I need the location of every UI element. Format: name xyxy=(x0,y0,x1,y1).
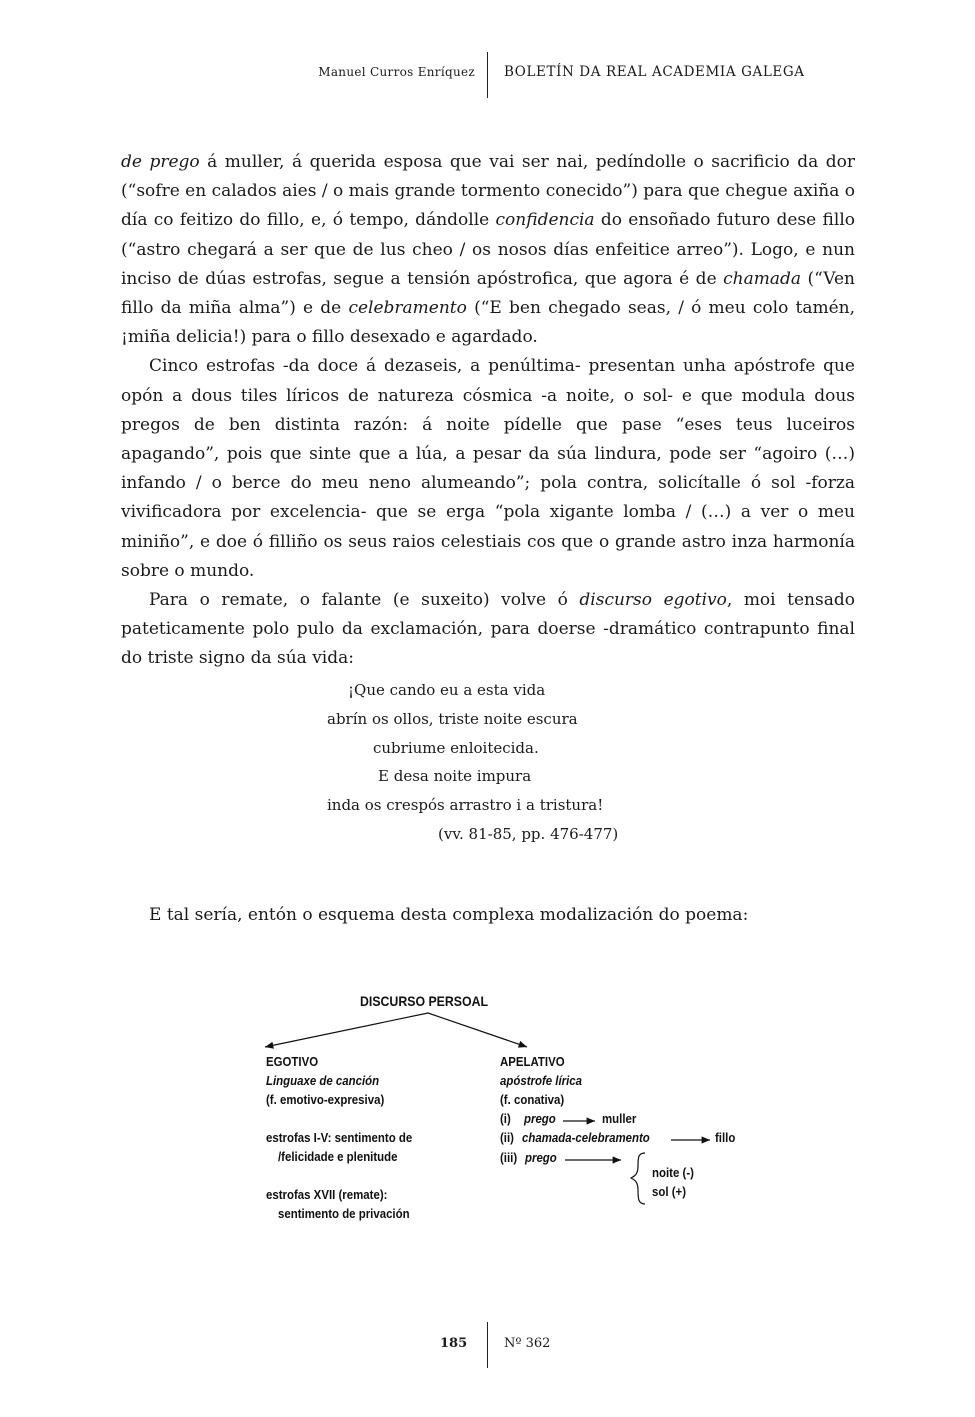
right-row1-target: muller xyxy=(602,1111,637,1126)
left-item1-line1: estrofas I-V: sentimento de xyxy=(266,1130,413,1145)
right-row3-target1: noite (-) xyxy=(652,1165,694,1180)
footer-divider xyxy=(487,1322,488,1368)
brace xyxy=(631,1153,645,1204)
header-divider xyxy=(487,52,488,98)
left-item2-line2: sentimento de privación xyxy=(278,1206,410,1221)
paragraph-1: de prego á muller, á querida esposa que vai ser nai, pedíndolle o sacrificio da dor (“sofre en calados aies / o mais grande tormento conecido”) para que chegue axiña o día co feitizo do fillo, e, ó tempo, dándolle confidencia do ensoñado futuro dese fillo (“astro chegará a ser que de lus cheo / os nosos días enfeitice arreo”). Logo, e nun inciso de dúas estrofas, segue a tensión apóstrofica, que agora é de chamada (“Ven fillo da miña alma”) e de celebramento (“E ben chegado seas, / ó meu colo tamén, ¡miña delicia!) para o fillo desexado e agardado. xyxy=(121,152,856,348)
body-text xyxy=(121,148,855,674)
verse-line: inda os crespós arrastro i a tristura! xyxy=(327,796,604,815)
verse-line: ¡Que cando eu a esta vida xyxy=(348,681,546,699)
right-function: (f. conativa) xyxy=(500,1092,565,1107)
branch-line-left xyxy=(265,1013,428,1047)
branch-line-right xyxy=(428,1013,527,1047)
diagram-root: DISCURSO PERSOAL xyxy=(360,993,489,1009)
verse-citation: (vv. 81-85, pp. 476-477) xyxy=(438,824,619,843)
verse-quote xyxy=(290,676,620,849)
right-row3-label: prego xyxy=(525,1150,557,1165)
right-row1-label: prego xyxy=(524,1111,556,1126)
verse-line: abrín os ollos, triste noite escura xyxy=(327,709,578,728)
verse-line: cubriume enloitecida. xyxy=(373,738,539,757)
paragraph-2: Cinco estrofas -da doce á dezaseis, a penúltima- presentan unha apóstrofe que opón a dous tiles líricos de natureza cósmica -a noite, o sol- e que modula dous pregos de ben distinta razón: á noite pídelle que pase “eses teus luceiros apagando”, pois que sinte que a lúa, a pesar da súa lindura, pode ser “agoiro (…) infando / o berce do meu neno alumeando”; pola contra, solicítalle ó sol -forza vivificadora por excelencia- que se erga “pola xigante lomba / (…) a ver o meu miniño”, e doe ó filliño os seus raios celestiais cos que o grande astro inza harmonía sobre o mundo. xyxy=(121,356,855,581)
right-row2-num: (ii) xyxy=(500,1130,514,1145)
paragraph-3: Para o remate, o falante (e suxeito) volve ó discurso egotivo, moi tensado pateticamente polo pulo da exclamación, para doerse -dramático contrapunto final do triste signo da súa vida: xyxy=(121,590,855,669)
left-subtitle: Linguaxe de canción xyxy=(266,1073,380,1088)
modalization-diagram xyxy=(255,990,775,1235)
right-row2-target: fillo xyxy=(715,1130,736,1145)
right-subtitle: apóstrofe lírica xyxy=(500,1073,583,1088)
right-row3-target2: sol (+) xyxy=(652,1184,687,1199)
diagram-intro: E tal sería, entón o esquema desta complexa modalización do poema: xyxy=(149,905,749,925)
right-row1-num: (i) xyxy=(500,1111,511,1126)
verse-line: E desa noite impura xyxy=(378,767,532,786)
left-title: EGOTIVO xyxy=(266,1054,319,1069)
left-item2-line1: estrofas XVII (remate): xyxy=(266,1187,388,1202)
left-function: (f. emotivo-expresiva) xyxy=(266,1092,385,1107)
right-row3-num: (iii) xyxy=(500,1150,518,1165)
right-title: APELATIVO xyxy=(500,1054,565,1069)
issue-number: Nº 362 xyxy=(504,1336,551,1351)
running-header-journal: BOLETÍN DA REAL ACADEMIA GALEGA xyxy=(504,64,805,80)
right-row2-label: chamada-celebramento xyxy=(522,1130,650,1145)
running-header-author: Manuel Curros Enríquez xyxy=(318,65,475,79)
left-item1-line2: /felicidade e plenitude xyxy=(278,1149,398,1164)
page-number: 185 xyxy=(440,1336,468,1351)
